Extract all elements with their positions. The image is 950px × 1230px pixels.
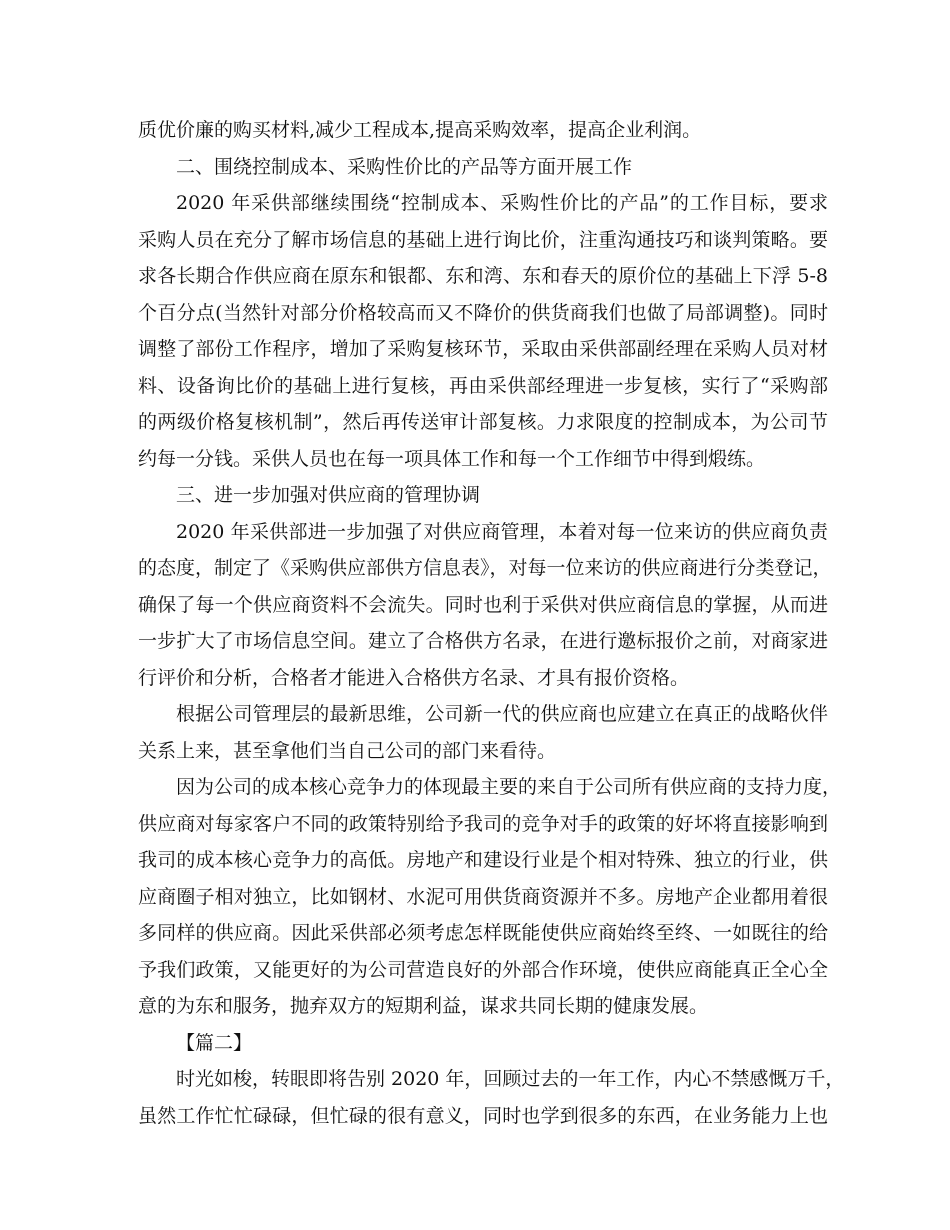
document-line: 意的为东和服务，抛弃双方的短期利益，谋求共同长期的健康发展。: [138, 995, 709, 1017]
document-line: 关系上来，甚至拿他们当自己公司的部门来看待。: [138, 739, 557, 762]
document-line: 确保了每一个供应商资料不会流失。同时也利于采供对供应商信息的掌握，从而进: [138, 593, 828, 616]
document-line: 【篇二】: [176, 1031, 253, 1054]
document-line: 的态度，制定了《采购供应部供方信息表》，对每一位来访的供应商进行分类登记，: [138, 557, 832, 579]
document-line: 根据公司管理层的最新思维，公司新一代的供应商也应建立在真正的战略伙伴: [176, 703, 828, 725]
document-body: [138, 112, 845, 1134]
document-line: 一步扩大了市场信息空间。建立了合格供方名录，在进行邀标报价之前，对商家进: [138, 630, 828, 652]
document-line: 2020 年采供部继续围绕“控制成本、采购性价比的产品”的工作目标，要求: [176, 192, 828, 214]
document-line: 求各长期合作供应商在原东和银都、东和湾、东和春天的原价位的基础上下浮 5-8: [138, 265, 828, 287]
document-line: 调整了部份工作程序，增加了采购复核环节，采取由采供部副经理在采购人员对材: [138, 338, 828, 360]
document-line: 料、设备询比价的基础上进行复核，再由采供部经理进一步复核，实行了“采购部: [138, 374, 828, 397]
document-line: 多同样的供应商。因此采供部必须考虑怎样既能使供应商始终至终、一如既往的给: [138, 922, 828, 944]
document-line: 应商圈子相对独立，比如钢材、水泥可用供货商资源并不多。房地产企业都用着很: [138, 885, 828, 908]
document-line: 约每一分钱。采供人员也在每一项具体工作和每一个工作细节中得到煅练。: [138, 447, 766, 470]
document-line: 予我们政策，又能更好的为公司营造良好的外部合作环境，使供应商能真正全心全: [138, 958, 828, 981]
document-line: 虽然工作忙忙碌碌，但忙碌的很有意义，同时也学到很多的东西，在业务能力上也: [138, 1104, 828, 1127]
document-line: 的两级价格复核机制”，然后再传送审计部复核。力求限度的控制成本，为公司节: [138, 411, 828, 433]
document-line: 采购人员在充分了解市场信息的基础上进行询比价，注重沟通技巧和谈判策略。要: [138, 228, 828, 251]
document-line: 三、进一步加强对供应商的管理协调: [176, 484, 481, 506]
document-line: 我司的成本核心竞争力的高低。房地产和建设行业是个相对特殊、独立的行业，供: [138, 849, 828, 871]
document-line: 时光如梭，转眼即将告别 2020 年，回顾过去的一年工作，内心不禁感慨万千，: [176, 1068, 845, 1090]
document-line: 行评价和分析，合格者才能进入合格供方名录、才具有报价资格。: [138, 666, 690, 689]
document-line: 质优价廉的购买材料,减少工程成本,提高采购效率，提高企业利润。: [138, 119, 702, 141]
document-line: 个百分点(当然针对部分价格较高而又不降价的供货商我们也做了局部调整)。同时: [138, 301, 828, 324]
document-line: 二、围绕控制成本、采购性价比的产品等方面开展工作: [176, 155, 633, 178]
document-line: 供应商对每家客户不同的政策特别给予我司的竞争对手的政策的好坏将直接影响到: [138, 812, 828, 835]
document-line: 2020 年采供部进一步加强了对供应商管理，本着对每一位来访的供应商负责: [176, 520, 828, 543]
document-line: 因为公司的成本核心竞争力的体现最主要的来自于公司所有供应商的支持力度，: [176, 776, 842, 798]
